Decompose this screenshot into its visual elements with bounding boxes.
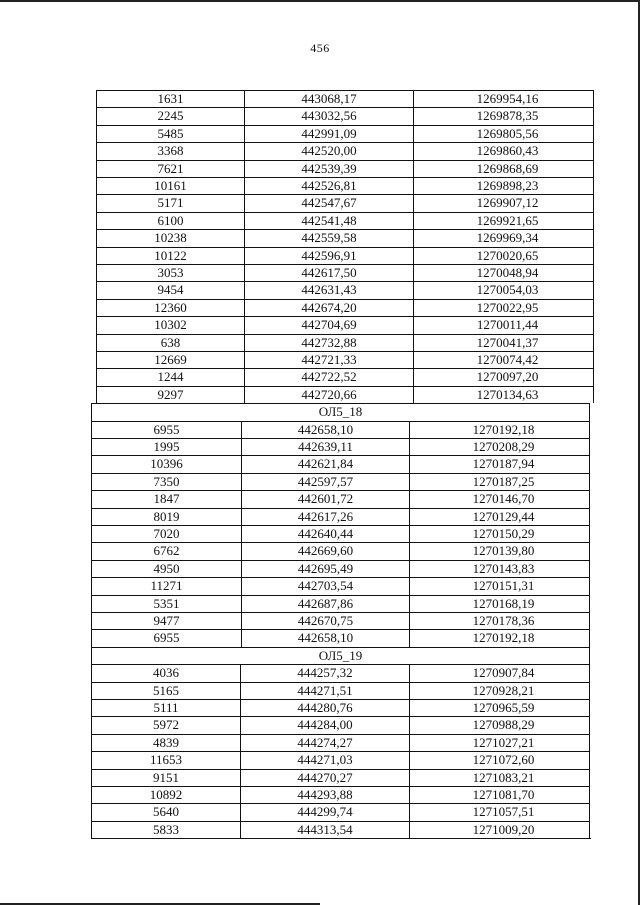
table-row: [0, 595, 640, 612]
x-coordinate-cell: 442596,91: [244, 247, 413, 264]
x-coordinate-cell: 442541,48: [244, 212, 413, 229]
y-coordinate-cell: 1270041,37: [413, 334, 594, 351]
point-number-cell: 4950: [91, 560, 241, 577]
point-number-cell: 7621: [96, 160, 244, 177]
y-coordinate-cell: 1270187,94: [409, 455, 590, 472]
table-row: [0, 281, 640, 298]
y-coordinate-cell: 1271057,51: [409, 803, 590, 820]
point-number-cell: 5111: [91, 699, 240, 716]
y-coordinate-cell: 1269878,35: [413, 107, 594, 124]
table-row: [0, 699, 640, 716]
x-coordinate-cell: 443032,56: [244, 107, 413, 124]
table-row: [0, 473, 640, 490]
point-number-cell: 9454: [96, 281, 244, 298]
table-row: [0, 177, 640, 194]
point-number-cell: 10302: [96, 316, 244, 333]
y-coordinate-cell: 1270178,36: [409, 612, 590, 629]
x-coordinate-cell: 442669,60: [241, 542, 409, 559]
point-number-cell: 7350: [91, 473, 241, 490]
x-coordinate-cell: 442670,75: [241, 612, 409, 629]
point-number-cell: 5351: [91, 595, 241, 612]
x-coordinate-cell: 442732,88: [244, 334, 413, 351]
point-number-cell: 9151: [91, 769, 240, 786]
x-coordinate-cell: 442687,86: [241, 595, 409, 612]
table-row: [0, 438, 640, 455]
y-coordinate-cell: 1271009,20: [409, 821, 590, 838]
y-coordinate-cell: 1270928,21: [409, 682, 590, 699]
point-number-cell: 4036: [91, 664, 240, 681]
table-row: [0, 455, 640, 472]
table-row: [0, 490, 640, 507]
x-coordinate-cell: 442597,57: [241, 473, 409, 490]
x-coordinate-cell: 442559,58: [244, 229, 413, 246]
point-number-cell: 6955: [91, 421, 241, 438]
table-row: [0, 368, 640, 385]
x-coordinate-cell: 444274,27: [240, 734, 409, 751]
y-coordinate-cell: 1271027,21: [409, 734, 590, 751]
x-coordinate-cell: 442520,00: [244, 142, 413, 159]
x-coordinate-cell: 442617,26: [241, 508, 409, 525]
y-coordinate-cell: 1271083,21: [409, 769, 590, 786]
y-coordinate-cell: 1270020,65: [413, 247, 594, 264]
point-number-cell: 3053: [96, 264, 244, 281]
point-number-cell: 1847: [91, 490, 241, 507]
table-row: [0, 612, 640, 629]
point-number-cell: 12669: [96, 351, 244, 368]
x-coordinate-cell: 443068,17: [244, 90, 413, 107]
y-coordinate-cell: 1269868,69: [413, 160, 594, 177]
point-number-cell: 8019: [91, 508, 241, 525]
y-coordinate-cell: 1269898,23: [413, 177, 594, 194]
point-number-cell: 1244: [96, 368, 244, 385]
x-coordinate-cell: 442658,10: [241, 421, 409, 438]
y-coordinate-cell: 1270208,29: [409, 438, 590, 455]
table-row: [0, 786, 640, 803]
y-coordinate-cell: 1270965,59: [409, 699, 590, 716]
y-coordinate-cell: 1270988,29: [409, 716, 590, 733]
table-row: [0, 421, 640, 438]
y-coordinate-cell: 1269860,43: [413, 142, 594, 159]
table-row: [0, 751, 640, 768]
x-coordinate-cell: 442640,44: [241, 525, 409, 542]
table-row: [0, 194, 640, 211]
page-number: 456: [310, 41, 330, 55]
point-number-cell: 5165: [91, 682, 240, 699]
x-coordinate-cell: 444257,32: [240, 664, 409, 681]
y-coordinate-cell: 1271081,70: [409, 786, 590, 803]
x-coordinate-cell: 444280,76: [240, 699, 409, 716]
x-coordinate-cell: 444293,88: [240, 786, 409, 803]
point-number-cell: 1631: [96, 90, 244, 107]
table-row: [0, 769, 640, 786]
point-number-cell: 9297: [96, 386, 244, 403]
table-row: [0, 351, 640, 368]
y-coordinate-cell: 1270907,84: [409, 664, 590, 681]
point-number-cell: 4839: [91, 734, 240, 751]
table-row: [0, 734, 640, 751]
x-coordinate-cell: 444271,51: [240, 682, 409, 699]
x-coordinate-cell: 442526,81: [244, 177, 413, 194]
x-coordinate-cell: 442658,10: [241, 629, 409, 646]
table-row: [0, 212, 640, 229]
point-number-cell: 6100: [96, 212, 244, 229]
x-coordinate-cell: 442704,69: [244, 316, 413, 333]
section-heading: ОЛ5_19: [91, 647, 590, 664]
point-number-cell: 5833: [91, 821, 240, 838]
point-number-cell: 10892: [91, 786, 240, 803]
y-coordinate-cell: 1270011,44: [413, 316, 594, 333]
table-row: [0, 803, 640, 820]
scan-border-top: [0, 0, 640, 2]
x-coordinate-cell: 442721,33: [244, 351, 413, 368]
point-number-cell: 3368: [96, 142, 244, 159]
table-row: [0, 629, 640, 646]
y-coordinate-cell: 1270139,80: [409, 542, 590, 559]
table-bottom-border: [91, 838, 591, 839]
point-number-cell: 10238: [96, 229, 244, 246]
x-coordinate-cell: 442695,49: [241, 560, 409, 577]
table-row: [0, 525, 640, 542]
x-coordinate-cell: 442539,39: [244, 160, 413, 177]
point-number-cell: 7020: [91, 525, 241, 542]
y-coordinate-cell: 1270143,83: [409, 560, 590, 577]
x-coordinate-cell: 442631,43: [244, 281, 413, 298]
y-coordinate-cell: 1270192,18: [409, 629, 590, 646]
point-number-cell: 9477: [91, 612, 241, 629]
y-coordinate-cell: 1269907,12: [413, 194, 594, 211]
table-row: [0, 160, 640, 177]
point-number-cell: 5485: [96, 125, 244, 142]
x-coordinate-cell: 444299,74: [240, 803, 409, 820]
y-coordinate-cell: 1270054,03: [413, 281, 594, 298]
point-number-cell: 12360: [96, 299, 244, 316]
point-number-cell: 6762: [91, 542, 241, 559]
x-coordinate-cell: 442621,84: [241, 455, 409, 472]
point-number-cell: 10396: [91, 455, 241, 472]
x-coordinate-cell: 444313,54: [240, 821, 409, 838]
point-number-cell: 10161: [96, 177, 244, 194]
x-coordinate-cell: 444284,00: [240, 716, 409, 733]
x-coordinate-cell: 442674,20: [244, 299, 413, 316]
y-coordinate-cell: 1270146,70: [409, 490, 590, 507]
table-row: [0, 334, 640, 351]
table-row: [0, 247, 640, 264]
section-heading: ОЛ5_18: [91, 403, 590, 420]
table-row: [0, 682, 640, 699]
point-number-cell: 11653: [91, 751, 240, 768]
y-coordinate-cell: 1270097,20: [413, 368, 594, 385]
y-coordinate-cell: 1270192,18: [409, 421, 590, 438]
x-coordinate-cell: 442722,52: [244, 368, 413, 385]
x-coordinate-cell: 442703,54: [241, 577, 409, 594]
table-row: [0, 264, 640, 281]
table-row: [0, 664, 640, 681]
x-coordinate-cell: 442617,50: [244, 264, 413, 281]
x-coordinate-cell: 442601,72: [241, 490, 409, 507]
y-coordinate-cell: 1270151,31: [409, 577, 590, 594]
point-number-cell: 6955: [91, 629, 241, 646]
y-coordinate-cell: 1270074,42: [413, 351, 594, 368]
table-row: [0, 142, 640, 159]
table-row: [0, 229, 640, 246]
y-coordinate-cell: 1271072,60: [409, 751, 590, 768]
point-number-cell: 5640: [91, 803, 240, 820]
point-number-cell: 10122: [96, 247, 244, 264]
y-coordinate-cell: 1270022,95: [413, 299, 594, 316]
y-coordinate-cell: 1270187,25: [409, 473, 590, 490]
point-number-cell: 2245: [96, 107, 244, 124]
point-number-cell: 5171: [96, 194, 244, 211]
table-row: [0, 90, 640, 107]
y-coordinate-cell: 1270129,44: [409, 508, 590, 525]
y-coordinate-cell: 1269969,34: [413, 229, 594, 246]
y-coordinate-cell: 1270048,94: [413, 264, 594, 281]
x-coordinate-cell: 444271,03: [240, 751, 409, 768]
table-row: [0, 508, 640, 525]
x-coordinate-cell: 444270,27: [240, 769, 409, 786]
point-number-cell: 5972: [91, 716, 240, 733]
table-row: [0, 542, 640, 559]
table-row: [0, 316, 640, 333]
table-row: [0, 560, 640, 577]
table-row: [0, 125, 640, 142]
table-row: [0, 299, 640, 316]
y-coordinate-cell: 1269954,16: [413, 90, 594, 107]
y-coordinate-cell: 1269921,65: [413, 212, 594, 229]
point-number-cell: 11271: [91, 577, 241, 594]
y-coordinate-cell: 1270150,29: [409, 525, 590, 542]
x-coordinate-cell: 442639,11: [241, 438, 409, 455]
point-number-cell: 1995: [91, 438, 241, 455]
point-number-cell: 638: [96, 334, 244, 351]
table-row: [0, 386, 640, 403]
x-coordinate-cell: 442547,67: [244, 194, 413, 211]
y-coordinate-cell: 1269805,56: [413, 125, 594, 142]
y-coordinate-cell: 1270168,19: [409, 595, 590, 612]
table-row: [0, 821, 640, 838]
x-coordinate-cell: 442720,66: [244, 386, 413, 403]
x-coordinate-cell: 442991,09: [244, 125, 413, 142]
y-coordinate-cell: 1270134,63: [413, 386, 594, 403]
table-row: [0, 577, 640, 594]
table-row: [0, 107, 640, 124]
table-row: [0, 716, 640, 733]
